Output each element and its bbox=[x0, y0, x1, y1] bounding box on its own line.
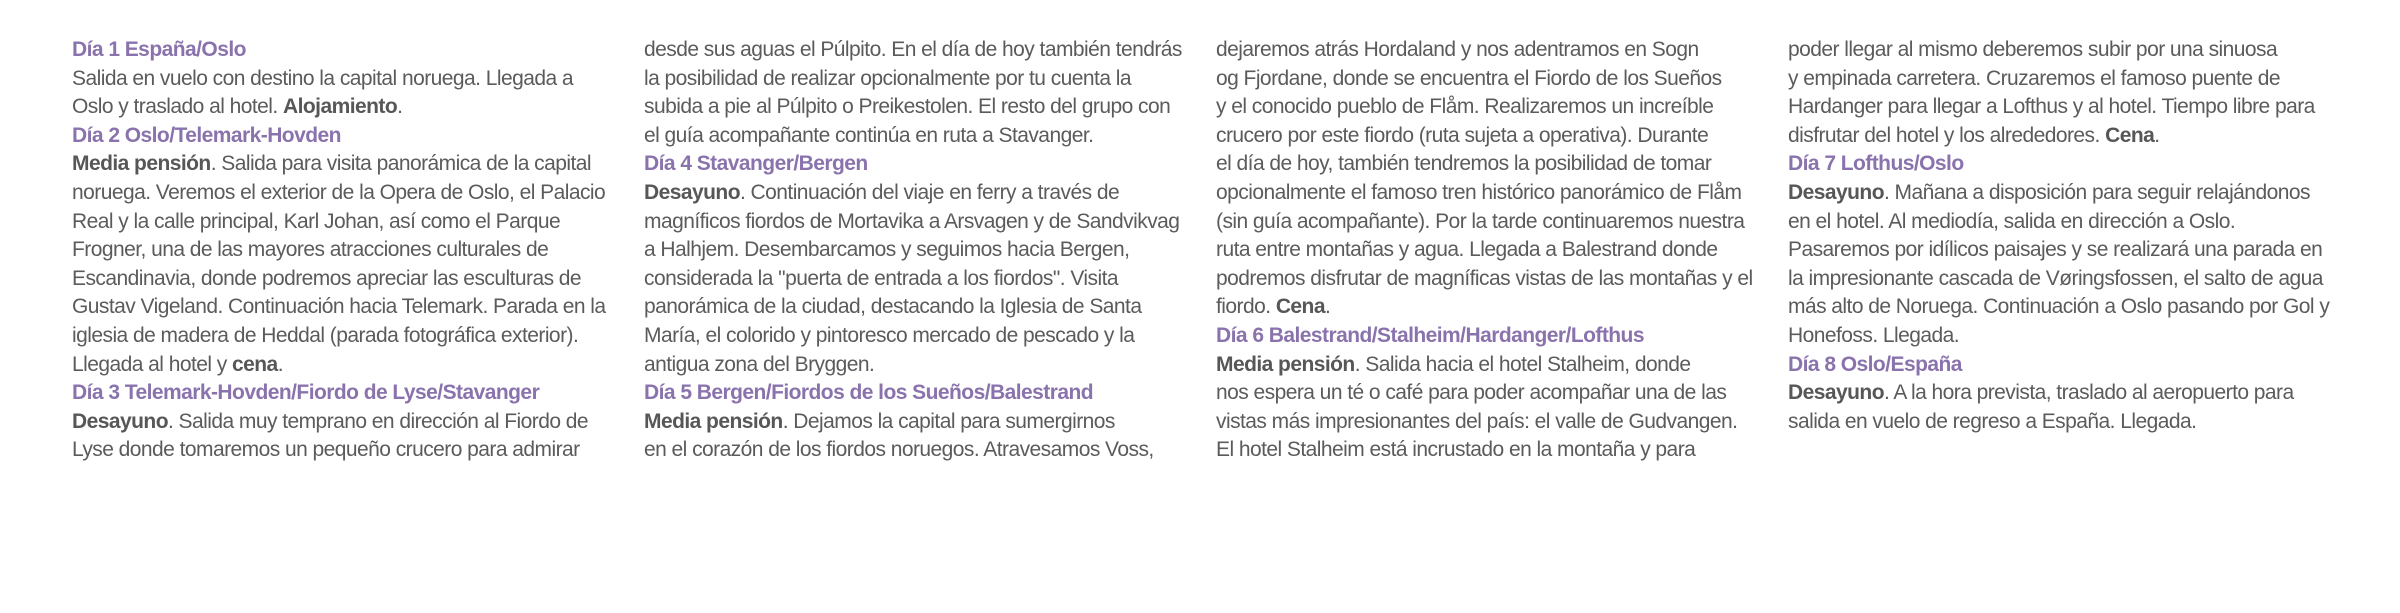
itinerary-text-line bbox=[1216, 65, 1761, 94]
meal-plan-highlight: Alojamiento bbox=[282, 95, 398, 119]
text-segment: . Continuación del viaje en ferry a través de bbox=[739, 180, 1120, 204]
itinerary-text-line bbox=[1216, 179, 1761, 208]
itinerary-text-line bbox=[1788, 93, 2333, 122]
day-heading: Día 3 Telemark-Hovden/Fiordo de Lyse/Stavanger bbox=[72, 381, 540, 405]
itinerary-text-line bbox=[72, 408, 617, 437]
text-segment: Llegada al hotel y bbox=[72, 352, 233, 376]
meal-plan-highlight: Media pensión bbox=[72, 152, 211, 176]
text-segment: antigua zona del Bryggen. bbox=[644, 352, 875, 376]
text-segment: el día de hoy, también tendremos la posibilidad de tomar bbox=[1216, 152, 1712, 176]
text-segment: El hotel Stalheim está incrustado en la montaña y para bbox=[1216, 438, 1696, 462]
itinerary-text-line bbox=[1216, 150, 1761, 179]
text-segment: . bbox=[1324, 295, 1331, 319]
text-segment: . Dejamos la capital para sumergirnos bbox=[782, 409, 1115, 433]
meal-plan-highlight: Media pensión bbox=[644, 409, 783, 433]
meal-plan-highlight: Cena bbox=[1275, 295, 1325, 319]
text-segment: Real y la calle principal, Karl Johan, así como el Parque bbox=[72, 209, 561, 233]
itinerary-text-line bbox=[1216, 122, 1761, 151]
text-segment: . Salida para visita panorámica de la capital bbox=[210, 152, 592, 176]
itinerary-text-line bbox=[644, 408, 1189, 437]
day-heading: Día 8 Oslo/España bbox=[1788, 352, 1962, 376]
itinerary-text-line bbox=[1216, 408, 1761, 437]
itinerary-text-line bbox=[644, 436, 1189, 465]
text-segment: considerada la "puerta de entrada a los fiordos". Visita bbox=[644, 266, 1119, 290]
text-segment: Escandinavia, donde podremos apreciar las esculturas de bbox=[72, 266, 582, 290]
text-segment: ruta entre montañas y agua. Llegada a Balestrand donde bbox=[1216, 238, 1718, 262]
itinerary-text-line bbox=[1788, 236, 2333, 265]
itinerary-column-4 bbox=[1788, 36, 2333, 436]
text-segment: magníficos fiordos de Mortavika a Arsvagen y de Sandvikvag bbox=[644, 209, 1180, 233]
itinerary-text-line bbox=[1788, 379, 2333, 408]
itinerary-text-line bbox=[72, 436, 617, 465]
text-segment: panorámica de la ciudad, destacando la Iglesia de Santa bbox=[644, 295, 1142, 319]
text-segment: disfrutar del hotel y los alrededores. bbox=[1788, 123, 2106, 147]
itinerary-text-line bbox=[72, 65, 617, 94]
day-heading: Día 4 Stavanger/Bergen bbox=[644, 152, 868, 176]
itinerary-text-line bbox=[644, 65, 1189, 94]
text-segment: vistas más impresionantes del país: el valle de Gudvangen. bbox=[1216, 409, 1738, 433]
itinerary-text-line bbox=[1788, 179, 2333, 208]
text-segment: . Salida hacia el hotel Stalheim, donde bbox=[1354, 352, 1691, 376]
text-segment: y el conocido pueblo de Flåm. Realizaremos un increíble bbox=[1216, 95, 1714, 119]
itinerary-text-line bbox=[1216, 351, 1761, 380]
itinerary-text-line bbox=[1788, 122, 2333, 151]
text-segment: crucero por este fiordo (ruta sujeta a operativa). Durante bbox=[1216, 123, 1709, 147]
text-segment: (sin guía acompañante). Por la tarde continuaremos nuestra bbox=[1216, 209, 1745, 233]
itinerary-text-line bbox=[1216, 236, 1761, 265]
itinerary-text-line bbox=[644, 322, 1189, 351]
text-segment: Salida en vuelo con destino la capital noruega. Llegada a bbox=[72, 66, 574, 90]
text-segment: la impresionante cascada de Vøringsfossen, el salto de agua bbox=[1788, 266, 2323, 290]
text-segment: salida en vuelo de regreso a España. Llegada. bbox=[1788, 409, 2197, 433]
day-heading: Día 1 España/Oslo bbox=[72, 38, 246, 61]
text-segment: nos espera un té o café para poder acompañar una de las bbox=[1216, 381, 1727, 405]
text-segment: Lyse donde tomaremos un pequeño crucero para admirar bbox=[72, 438, 580, 462]
itinerary-column-3 bbox=[1216, 36, 1761, 465]
text-segment: y empinada carretera. Cruzaremos el famoso puente de bbox=[1788, 66, 2281, 90]
itinerary-text-line bbox=[1216, 379, 1761, 408]
itinerary-text-line bbox=[1216, 36, 1761, 65]
day-heading: Día 5 Bergen/Fiordos de los Sueños/Balestrand bbox=[644, 381, 1094, 405]
text-segment: opcionalmente el famoso tren histórico panorámico de Flåm bbox=[1216, 180, 1742, 204]
itinerary-text-line bbox=[644, 93, 1189, 122]
meal-plan-highlight: Desayuno bbox=[72, 409, 168, 433]
day-heading: Día 2 Oslo/Telemark-Hovden bbox=[72, 123, 341, 147]
day-heading: Día 7 Lofthus/Oslo bbox=[1788, 152, 1964, 176]
itinerary-text-line bbox=[644, 351, 1189, 380]
itinerary-text-line bbox=[72, 351, 617, 380]
text-segment: en el hotel. Al mediodía, salida en dirección a Oslo. bbox=[1788, 209, 2236, 233]
text-segment: poder llegar al mismo deberemos subir por una sinuosa bbox=[1788, 38, 2278, 61]
itinerary-text-line bbox=[644, 179, 1189, 208]
text-segment: Gustav Vigeland. Continuación hacia Telemark. Parada en la bbox=[72, 295, 606, 319]
itinerary-column-1 bbox=[72, 36, 617, 465]
itinerary-text-line bbox=[72, 208, 617, 237]
text-segment: . Mañana a disposición para seguir relajándonos bbox=[1883, 180, 2310, 204]
text-segment: en el corazón de los fiordos noruegos. Atravesamos Voss, bbox=[644, 438, 1154, 462]
meal-plan-highlight: Desayuno bbox=[1788, 180, 1884, 204]
itinerary-text-line bbox=[72, 265, 617, 294]
text-segment: subida a pie al Púlpito o Preikestolen. El resto del grupo con bbox=[644, 95, 1171, 119]
text-segment: el guía acompañante continúa en ruta a Stavanger. bbox=[644, 123, 1094, 147]
itinerary-text-line bbox=[72, 322, 617, 351]
itinerary-text-line bbox=[1788, 322, 2333, 351]
itinerary-text-line bbox=[644, 208, 1189, 237]
itinerary-text-line bbox=[1788, 293, 2333, 322]
text-segment: podremos disfrutar de magníficas vistas de las montañas y el bbox=[1216, 266, 1753, 290]
itinerary-text-line bbox=[1216, 436, 1761, 465]
text-segment: desde sus aguas el Púlpito. En el día de hoy también tendrás bbox=[644, 38, 1182, 61]
itinerary-text-line bbox=[1788, 36, 2333, 65]
meal-plan-highlight: Media pensión bbox=[1216, 352, 1355, 376]
text-segment: Pasaremos por idílicos paisajes y se realizará una parada en bbox=[1788, 238, 2323, 262]
itinerary-text-line bbox=[1216, 265, 1761, 294]
itinerary-text-line bbox=[72, 236, 617, 265]
itinerary-text-line bbox=[72, 150, 617, 179]
text-segment: a Halhjem. Desembarcamos y seguimos hacia Bergen, bbox=[644, 238, 1130, 262]
itinerary-text-line bbox=[1788, 208, 2333, 237]
text-segment: . bbox=[397, 95, 403, 119]
itinerary-text-line bbox=[644, 122, 1189, 151]
itinerary-column-2 bbox=[644, 36, 1189, 465]
itinerary-text-line bbox=[72, 179, 617, 208]
text-segment: iglesia de madera de Heddal (parada fotográfica exterior). bbox=[72, 323, 579, 347]
text-segment: Oslo y traslado al hotel. bbox=[72, 95, 283, 119]
meal-plan-highlight: Desayuno bbox=[1788, 381, 1884, 405]
itinerary-text-line bbox=[1216, 293, 1761, 322]
meal-plan-highlight: cena bbox=[232, 352, 278, 376]
text-segment: . bbox=[2154, 123, 2160, 147]
meal-plan-highlight: Cena bbox=[2105, 123, 2155, 147]
itinerary-text-line bbox=[1788, 65, 2333, 94]
text-segment: dejaremos atrás Hordaland y nos adentramos en Sogn bbox=[1216, 38, 1699, 61]
meal-plan-highlight: Desayuno bbox=[644, 180, 740, 204]
itinerary-text-line bbox=[72, 93, 617, 122]
text-segment: Honefoss. Llegada. bbox=[1788, 323, 1960, 347]
itinerary-text-line bbox=[72, 293, 617, 322]
itinerary-text-line bbox=[1788, 408, 2333, 437]
itinerary-text-line bbox=[1216, 208, 1761, 237]
text-segment: Frogner, una de las mayores atracciones culturales de bbox=[72, 238, 549, 262]
itinerary-text-line bbox=[644, 293, 1189, 322]
text-segment: Hardanger para llegar a Lofthus y al hotel. Tiempo libre para bbox=[1788, 95, 2315, 119]
text-segment: noruega. Veremos el exterior de la Opera de Oslo, el Palacio bbox=[72, 180, 606, 204]
text-segment: og Fjordane, donde se encuentra el Fiordo de los Sueños bbox=[1216, 66, 1722, 90]
text-segment: María, el colorido y pintoresco mercado de pescado y la bbox=[644, 323, 1135, 347]
itinerary-text-line bbox=[644, 236, 1189, 265]
text-segment: . Salida muy temprano en dirección al Fiordo de bbox=[167, 409, 589, 433]
text-segment: la posibilidad de realizar opcionalmente por tu cuenta la bbox=[644, 66, 1131, 90]
itinerary-text-line bbox=[644, 36, 1189, 65]
itinerary-text-line bbox=[644, 265, 1189, 294]
text-segment: más alto de Noruega. Continuación a Oslo pasando por Gol y bbox=[1788, 295, 2330, 319]
itinerary-text-line bbox=[1216, 93, 1761, 122]
day-heading: Día 6 Balestrand/Stalheim/Hardanger/Lofthus bbox=[1216, 323, 1644, 347]
text-segment: fiordo. bbox=[1216, 295, 1276, 319]
text-segment: . bbox=[277, 352, 283, 376]
itinerary-text-line bbox=[1788, 265, 2333, 294]
text-segment: . A la hora prevista, traslado al aeropuerto para bbox=[1883, 381, 2294, 405]
